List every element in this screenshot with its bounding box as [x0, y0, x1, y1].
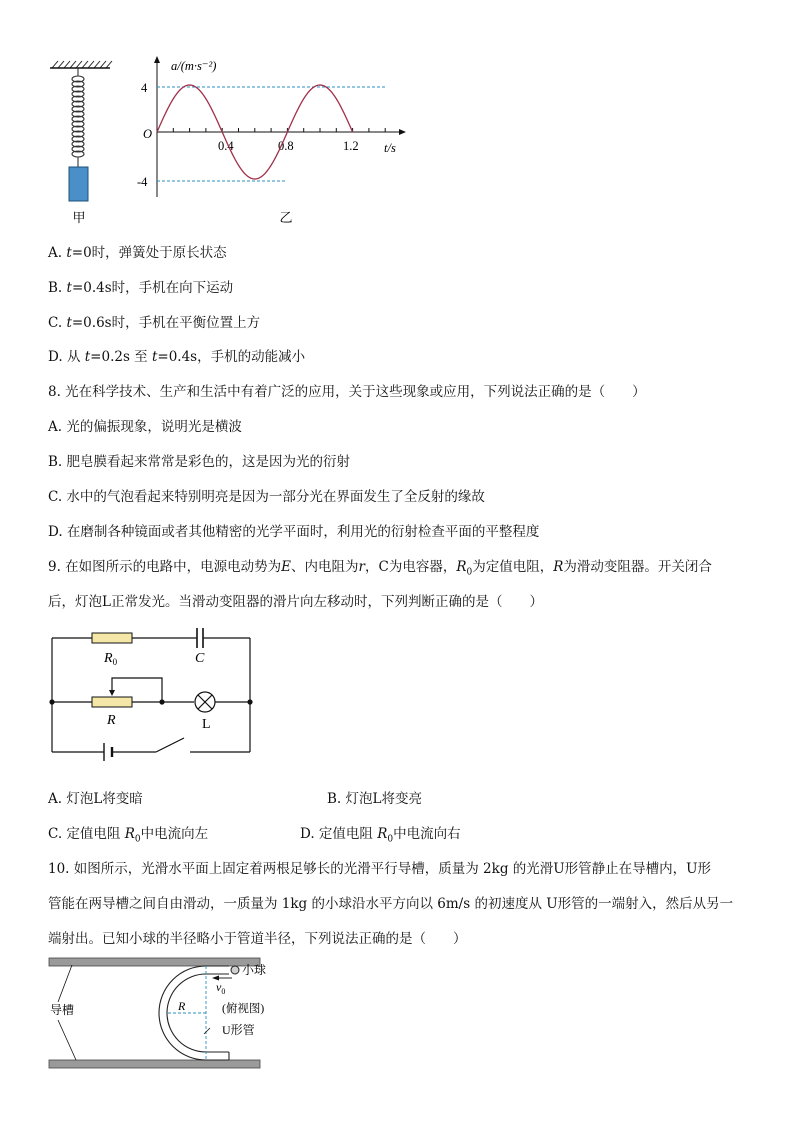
label-yi: 乙	[279, 210, 293, 225]
q10-stem-line3: 端射出。已知小球的半径略小于管道半径，下列说法正确的是（ ）	[48, 931, 467, 947]
label-daocao: 导槽	[50, 1003, 75, 1017]
q7-option-d: D. 从 t=0.2s 至 t=0.4s，手机的动能减小	[48, 349, 306, 365]
circuit-diagram	[44, 624, 266, 764]
q9-option-a: A. 灯泡L将变暗	[48, 791, 143, 807]
resistor-r0	[92, 633, 132, 643]
x-tick-0.4: 0.4	[218, 139, 234, 153]
q8-option-d: D. 在磨制各种镜面或者其他精密的光学平面时，利用光的衍射检查平面的平整程度	[48, 524, 540, 540]
label-fushitu: (俯视图)	[222, 1003, 265, 1015]
label-r: R	[107, 713, 116, 728]
u-tube-diagram	[44, 954, 284, 1074]
phone-block	[69, 167, 88, 201]
q9-option-d: D. 定值电阻 $R_0$中电流向右	[300, 826, 461, 845]
y-axis-label: a/(m·s⁻²)	[171, 59, 217, 73]
label-v0: $v_0$	[216, 980, 226, 996]
x-tick-0.8: 0.8	[278, 139, 294, 153]
q9-option-c: C. 定值电阻 $R_0$中电流向左	[48, 826, 209, 845]
q7-option-c: C. t=0.6s时，手机在平衡位置上方	[48, 315, 261, 331]
x-axis-label: t/s	[384, 141, 396, 155]
q8-option-a: A. 光的偏振现象，说明光是横波	[48, 419, 242, 435]
ceiling-hatch	[50, 61, 112, 68]
q9-stem-line1: 9. 在如图所示的电路中，电源电动势为E、内电阻为r，C为电容器，$R_0$为定值电阻，R为滑动变阻器。开关闭合	[48, 559, 712, 578]
label-u-tube: U形管	[222, 1023, 255, 1037]
q8-stem: 8. 光在科学技术、生产和生活中有着广泛的应用，关于这些现象或应用，下列说法正确的是（ ）	[48, 384, 646, 400]
q8-option-b: B. 肥皂膜看起来常常是彩色的，这是因为光的衍射	[48, 454, 351, 470]
a-t-graph	[137, 56, 406, 197]
y-tick-neg4: -4	[137, 175, 148, 189]
label-r0: $R_0$	[104, 651, 118, 667]
y-tick-4: 4	[141, 81, 148, 95]
label-radius: R	[178, 999, 186, 1013]
rheostat-r	[92, 697, 132, 707]
guide-rail-top	[49, 958, 260, 966]
x-tick-1.2: 1.2	[343, 139, 359, 153]
q10-stem-line2: 管能在两导槽之间自由滑动，一质量为 1kg 的小球沿水平方向以 6m/s 的初速度从 U形管的一端射入，然后从另一	[48, 896, 734, 912]
guide-rail-bottom	[49, 1060, 260, 1068]
lamp-l	[195, 692, 215, 712]
q10-stem-line1: 10. 如图所示，光滑水平面上固定着两根足够长的光滑平行导槽，质量为 2kg 的光滑U形管静止在导槽内，U形	[48, 861, 712, 877]
label-l: L	[202, 717, 211, 732]
q9-option-b: B. 灯泡L将变亮	[327, 791, 422, 807]
label-jia: 甲	[72, 210, 86, 225]
small-ball	[231, 966, 239, 974]
q7-option-a: A. t=0时，弹簧处于原长状态	[48, 245, 227, 261]
origin-label: O	[143, 127, 153, 141]
q7-option-b: B. t=0.4s时，手机在向下运动	[48, 280, 234, 296]
q9-stem-line2: 后，灯泡L正常发光。当滑动变阻器的滑片向左移动时，下列判断正确的是（ ）	[48, 594, 543, 610]
spring	[72, 68, 84, 167]
q8-option-c: C. 水中的气泡看起来特别明亮是因为一部分光在界面发生了全反射的缘故	[48, 489, 485, 505]
label-c: C	[195, 651, 205, 666]
label-xiaoqiu: 小球	[242, 963, 267, 977]
figure-spring-and-graph	[40, 52, 420, 230]
